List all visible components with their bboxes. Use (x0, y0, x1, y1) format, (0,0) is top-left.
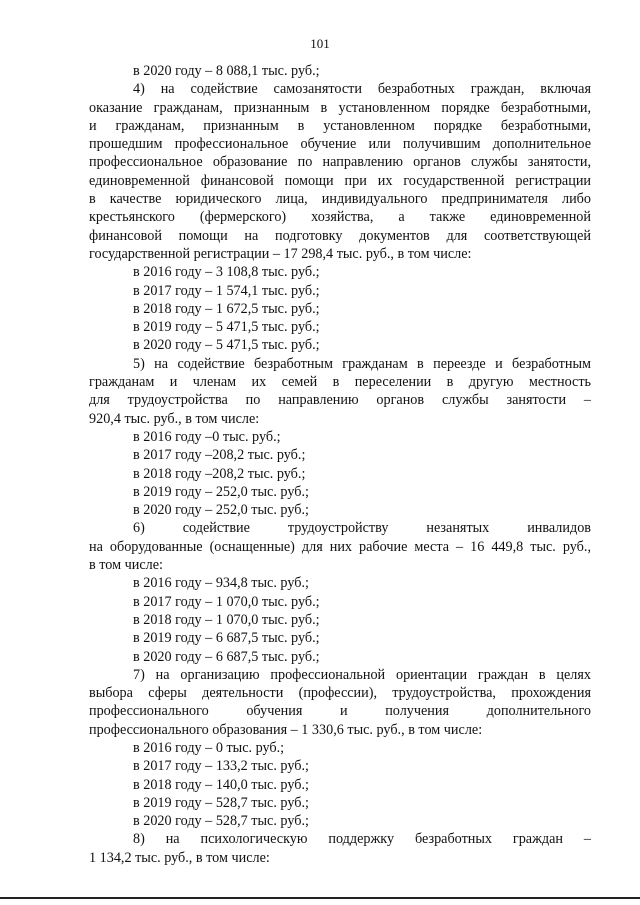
text-line: в 2018 году – 1 070,0 тыс. руб.; (133, 611, 320, 628)
text-line: в 2019 году – 528,7 тыс. руб.; (133, 794, 309, 811)
text-line: профессионального образования – 1 330,6 тыс. руб., в том числе: (89, 721, 483, 738)
text-line: прошедшим профессиональное обучение или получившим дополнительное (89, 136, 591, 153)
text-line: в 2016 году –0 тыс. руб.; (133, 428, 281, 445)
text-line: в 2016 году – 934,8 тыс. руб.; (133, 575, 309, 592)
text-line: в качестве юридического лица, индивидуального предпринимателя либо (89, 191, 591, 208)
text-line: 1 134,2 тыс. руб., в том числе: (89, 849, 270, 866)
text-line: в том числе: (89, 557, 163, 574)
text-line: 6) содействие трудоустройству незанятых инвалидов (133, 520, 591, 537)
text-line: в 2020 году – 528,7 тыс. руб.; (133, 813, 309, 830)
text-line: на оборудованные (оснащенные) для них рабочие места – 16 449,8 тыс. руб., (89, 538, 591, 555)
text-line: в 2019 году – 6 687,5 тыс. руб.; (133, 630, 320, 647)
text-line: в 2017 году – 1 574,1 тыс. руб.; (133, 282, 320, 299)
text-line: в 2017 году – 1 070,0 тыс. руб.; (133, 593, 320, 610)
text-line: 7) на организацию профессиональной ориентации граждан в целях (133, 666, 591, 683)
text-line: государственной регистрации – 17 298,4 тыс. руб., в том числе: (89, 245, 472, 262)
document-body (89, 62, 591, 867)
text-line: в 2020 году – 252,0 тыс. руб.; (133, 502, 309, 519)
text-line: в 2018 году – 1 672,5 тыс. руб.; (133, 300, 320, 317)
text-line: и гражданам, признанным в установленном порядке безработными, (89, 117, 591, 134)
text-line: в 2017 году –208,2 тыс. руб.; (133, 447, 306, 464)
text-line: в 2018 году –208,2 тыс. руб.; (133, 465, 306, 482)
text-line: профессиональное образование по направлению органов службы занятости, (89, 154, 591, 171)
text-line: финансовой помощи на подготовку документов для соответствующей (89, 227, 591, 244)
page-bottom-rule (0, 897, 640, 899)
text-line: для трудоустройства по направлению органов службы занятости – (89, 392, 591, 409)
text-line: выбора сферы деятельности (профессии), трудоустройства, прохождения (89, 685, 591, 702)
text-line: 8) на психологическую поддержку безработных граждан – (133, 831, 591, 848)
text-line: оказание гражданам, признанным в установленном порядке безработными, (89, 99, 591, 116)
text-line: в 2020 году – 6 687,5 тыс. руб.; (133, 648, 320, 665)
text-line: в 2019 году – 5 471,5 тыс. руб.; (133, 319, 320, 336)
text-line: в 2019 году – 252,0 тыс. руб.; (133, 483, 309, 500)
text-line: гражданам и членам их семей в переселении в другую местность (89, 374, 591, 391)
text-line: в 2020 году – 8 088,1 тыс. руб.; (133, 63, 320, 79)
text-line: в 2017 году – 133,2 тыс. руб.; (133, 758, 309, 775)
text-line: профессионального обучения и получения дополнительного (89, 703, 591, 720)
text-line: в 2020 году – 5 471,5 тыс. руб.; (133, 337, 320, 354)
text-line: крестьянского (фермерского) хозяйства, а также единовременной (89, 209, 591, 226)
page-number: 101 (310, 36, 330, 51)
text-line: 5) на содействие безработным гражданам в переезде и безработным (133, 355, 591, 372)
text-line: 4) на содействие самозанятости безработных граждан, включая (133, 81, 591, 98)
text-line: в 2018 году – 140,0 тыс. руб.; (133, 776, 309, 793)
text-line: единовременной финансовой помощи при их государственной регистрации (89, 172, 591, 189)
text-line: 920,4 тыс. руб., в том числе: (89, 410, 260, 427)
text-line: в 2016 году – 0 тыс. руб.; (133, 739, 285, 756)
text-line: в 2016 году – 3 108,8 тыс. руб.; (133, 264, 320, 281)
